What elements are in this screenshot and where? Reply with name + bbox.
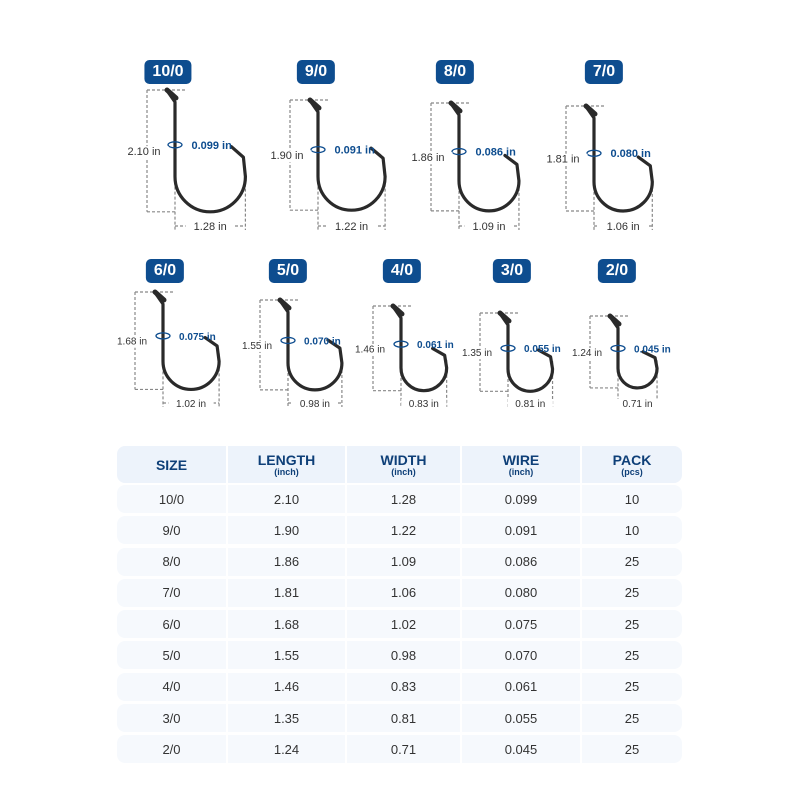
wire-label: 0.080 in <box>610 148 651 161</box>
table-cell: 0.71 <box>347 735 460 763</box>
table-row <box>117 735 682 763</box>
table-cell: 2.10 <box>228 485 345 513</box>
width-label: 0.81 in <box>515 399 546 410</box>
hook-eye-icon <box>167 90 176 98</box>
table-cell: 1.28 <box>347 485 460 513</box>
header-label: LENGTH <box>257 452 316 468</box>
table-cell: 25 <box>582 735 682 763</box>
header-pack <box>582 446 682 483</box>
spec-table <box>117 446 682 767</box>
hook-5 <box>234 300 342 410</box>
table-row <box>117 641 682 669</box>
header-label: PACK <box>612 452 652 468</box>
table-cell: 0.086 <box>462 548 580 576</box>
size-badge: 7/0 <box>585 60 623 84</box>
hook-1 <box>262 100 385 233</box>
hook-eye-icon <box>280 300 289 308</box>
table-header <box>117 446 682 483</box>
hook-7 <box>454 313 560 410</box>
table-cell: 25 <box>582 579 682 607</box>
header-label: WIDTH <box>380 452 427 468</box>
length-label: 2.10 in <box>127 145 161 158</box>
wire-label: 0.099 in <box>191 139 232 152</box>
length-label: 1.55 in <box>241 340 273 352</box>
table-cell: 0.055 <box>462 704 580 732</box>
width-label: 1.22 in <box>335 221 369 233</box>
table-row <box>117 610 682 638</box>
width-label: 1.09 in <box>472 221 506 233</box>
table-cell: 0.98 <box>347 641 460 669</box>
header-unit: (inch) <box>391 467 416 477</box>
table-cell: 10 <box>582 516 682 544</box>
width-label: 1.28 in <box>193 221 227 233</box>
size-badge: 6/0 <box>146 259 184 283</box>
table-cell: 8/0 <box>117 548 226 576</box>
table-cell: 10/0 <box>117 485 226 513</box>
length-label: 1.24 in <box>571 347 603 359</box>
length-label: 1.46 in <box>354 344 386 356</box>
table-cell: 6/0 <box>117 610 226 638</box>
hook-eye-icon <box>310 100 319 108</box>
table-cell: 25 <box>582 704 682 732</box>
size-badge: 2/0 <box>598 259 636 283</box>
header-label: WIRE <box>502 452 540 468</box>
table-row <box>117 548 682 576</box>
length-label: 1.86 in <box>411 151 445 164</box>
header-wire <box>462 446 580 483</box>
hook-eye-icon <box>451 103 460 111</box>
table-cell: 0.81 <box>347 704 460 732</box>
table-cell: 4/0 <box>117 673 226 701</box>
table-cell: 25 <box>582 673 682 701</box>
table-cell: 1.09 <box>347 548 460 576</box>
length-label: 1.90 in <box>270 150 304 163</box>
table-cell: 0.070 <box>462 641 580 669</box>
wire-label: 0.055 in <box>524 344 561 356</box>
header-label: SIZE <box>155 456 188 473</box>
header-unit: (pcs) <box>621 467 643 477</box>
hook-eye-icon <box>610 316 619 324</box>
width-label: 1.06 in <box>606 221 640 233</box>
table-cell: 1.90 <box>228 516 345 544</box>
table-cell: 1.68 <box>228 610 345 638</box>
size-badge: 10/0 <box>144 60 191 84</box>
table-cell: 1.55 <box>228 641 345 669</box>
table-cell: 1.46 <box>228 673 345 701</box>
hook-6 <box>347 306 453 410</box>
table-cell: 25 <box>582 548 682 576</box>
wire-label: 0.091 in <box>334 144 375 157</box>
table-row <box>117 485 682 513</box>
table-cell: 0.080 <box>462 579 580 607</box>
table-cell: 1.02 <box>347 610 460 638</box>
header-size <box>117 446 226 483</box>
size-badge: 8/0 <box>436 60 474 84</box>
width-label: 1.02 in <box>176 399 207 410</box>
table-cell: 5/0 <box>117 641 226 669</box>
table-cell: 0.099 <box>462 485 580 513</box>
table-cell: 10 <box>582 485 682 513</box>
size-badge: 3/0 <box>493 259 531 283</box>
hook-eye-icon <box>500 313 509 321</box>
hook-2 <box>403 103 519 233</box>
table-cell: 0.83 <box>347 673 460 701</box>
width-label: 0.83 in <box>408 399 439 410</box>
hook-3 <box>538 106 652 233</box>
width-label: 0.71 in <box>622 399 653 410</box>
table-cell: 0.045 <box>462 735 580 763</box>
table-row <box>117 673 682 701</box>
table-cell: 25 <box>582 610 682 638</box>
table-cell: 1.81 <box>228 579 345 607</box>
size-badge: 9/0 <box>297 60 335 84</box>
hook-eye-icon <box>586 106 595 114</box>
length-label: 1.81 in <box>546 153 580 166</box>
length-label: 1.35 in <box>461 348 493 360</box>
hook-icon <box>168 92 245 212</box>
table-cell: 0.075 <box>462 610 580 638</box>
width-label: 0.98 in <box>299 399 330 410</box>
header-unit: (inch) <box>508 467 534 477</box>
table-row <box>117 579 682 607</box>
table-cell: 0.061 <box>462 673 580 701</box>
table-cell: 9/0 <box>117 516 226 544</box>
table-cell: 1.22 <box>347 516 460 544</box>
header-length <box>228 446 345 483</box>
wire-label: 0.070 in <box>304 336 341 348</box>
table-cell: 1.06 <box>347 579 460 607</box>
wire-label: 0.045 in <box>634 344 671 356</box>
table-cell: 1.35 <box>228 704 345 732</box>
table-cell: 0.091 <box>462 516 580 544</box>
hook-eye-icon <box>155 292 164 300</box>
wire-label: 0.075 in <box>179 331 216 343</box>
size-badge: 5/0 <box>269 259 307 283</box>
header-width <box>347 446 460 483</box>
table-cell: 7/0 <box>117 579 226 607</box>
wire-label: 0.061 in <box>417 340 454 352</box>
hook-8 <box>564 316 670 410</box>
hook-4 <box>109 292 219 410</box>
hook-0 <box>119 90 245 233</box>
length-label: 1.68 in <box>116 336 148 348</box>
size-badge: 4/0 <box>383 259 421 283</box>
wire-label: 0.086 in <box>475 146 516 159</box>
table-cell: 3/0 <box>117 704 226 732</box>
hook-eye-icon <box>393 306 402 314</box>
table-cell: 25 <box>582 641 682 669</box>
header-unit: (inch) <box>274 467 299 477</box>
table-row <box>117 516 682 544</box>
table-cell: 1.24 <box>228 735 345 763</box>
table-row <box>117 704 682 732</box>
table-cell: 1.86 <box>228 548 345 576</box>
table-cell: 2/0 <box>117 735 226 763</box>
